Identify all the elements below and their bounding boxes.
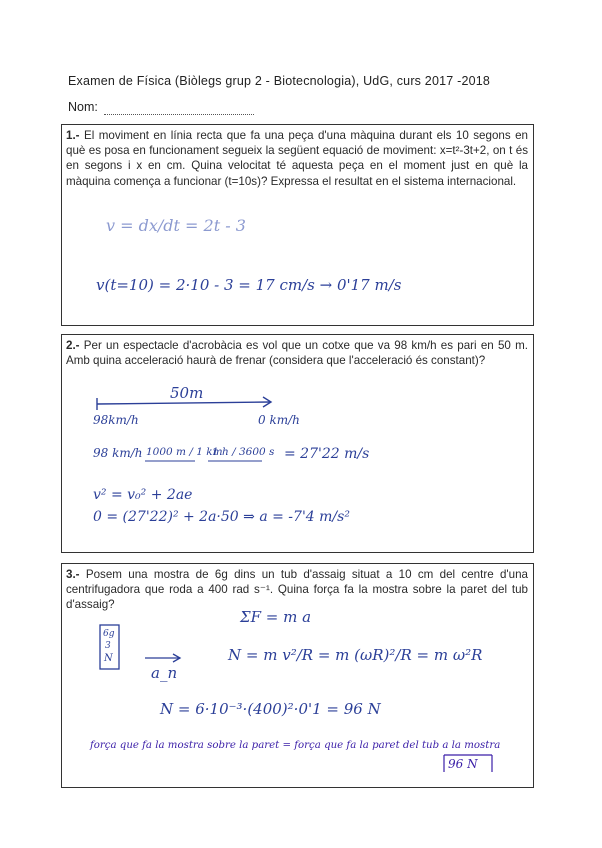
q3-conclusion: força que fa la mostra sobre la paret = força que fa la paret del tub a la mostra	[90, 740, 501, 751]
q3-tube-label-n: N	[104, 653, 113, 664]
q3-answer-box	[444, 755, 492, 772]
q3-test-tube-diagram	[100, 625, 180, 669]
q3-tube-label-mass: 6g	[103, 629, 115, 639]
q2-conv-c: 1 h / 3600 s	[212, 446, 275, 458]
q3-sum-forces: ΣF = m a	[240, 608, 312, 626]
question-1-number: 1.-	[66, 129, 80, 142]
q2-formula: v² = v₀² + 2ae	[93, 487, 193, 503]
q2-end-speed: 0 km/h	[258, 413, 300, 427]
question-1-statement: El moviment en línia recta que fa una peça d'una màquina durant els 10 segons en què es posa en funcionament segueix la següent equació de moviment: x=t²-3t+2, on t és en segons i x en cm. Quina velocitat té aquesta peça en el moment just en què la màquina comença a funcionar (t=10s)? Expressa el resultat en el sistema internacional.	[66, 129, 528, 188]
q1-velocity-result: v(t=10) = 2·10 - 3 = 17 cm/s → 0'17 m/s	[96, 276, 402, 294]
question-2-statement: Per un espectacle d'acrobàcia es vol que un cotxe que va 98 km/h es pari en 50 m. Amb quina acceleració haurà de frenar (considera que l'acceleració és constant)?	[66, 339, 528, 368]
q3-tube-label-3: 3	[105, 641, 111, 651]
q2-conv-result: = 27'22 m/s	[284, 446, 370, 462]
q2-conv-a: 98 km/h	[93, 446, 143, 460]
q2-solution: 0 = (27'22)² + 2a·50 ⇒ a = -7'4 m/s²	[93, 509, 350, 525]
question-3-number: 3.-	[66, 568, 80, 581]
q2-distance: 50m	[170, 384, 204, 402]
q2-start-speed: 98km/h	[93, 413, 139, 427]
q3-accel-label: a_n	[151, 664, 178, 682]
name-label: Nom:	[68, 100, 98, 114]
q2-conv-b: 1000 m / 1 km	[146, 446, 223, 458]
question-2-number: 2.-	[66, 339, 80, 352]
exam-title: Examen de Física (Biòlegs grup 2 - Biotecnologia), UdG, curs 2017 -2018	[68, 74, 491, 88]
q3-numeric: N = 6·10⁻³·(400)²·0'1 = 96 N	[160, 700, 381, 718]
q3-answer: 96 N	[448, 757, 478, 771]
q2-distance-arrow	[97, 397, 271, 410]
q1-derivative: v = dx/dt = 2t - 3	[106, 216, 246, 235]
q3-normal-eq: N = m v²/R = m (ωR)²/R = m ω²R	[228, 646, 483, 664]
question-3-statement: Posem una mostra de 6g dins un tub d'assaig situat a 10 cm del centre d'una centrifugadora que roda a 400 rad s⁻¹. Quina força fa la mostra sobre la paret del tub d'assaig?	[66, 568, 528, 612]
